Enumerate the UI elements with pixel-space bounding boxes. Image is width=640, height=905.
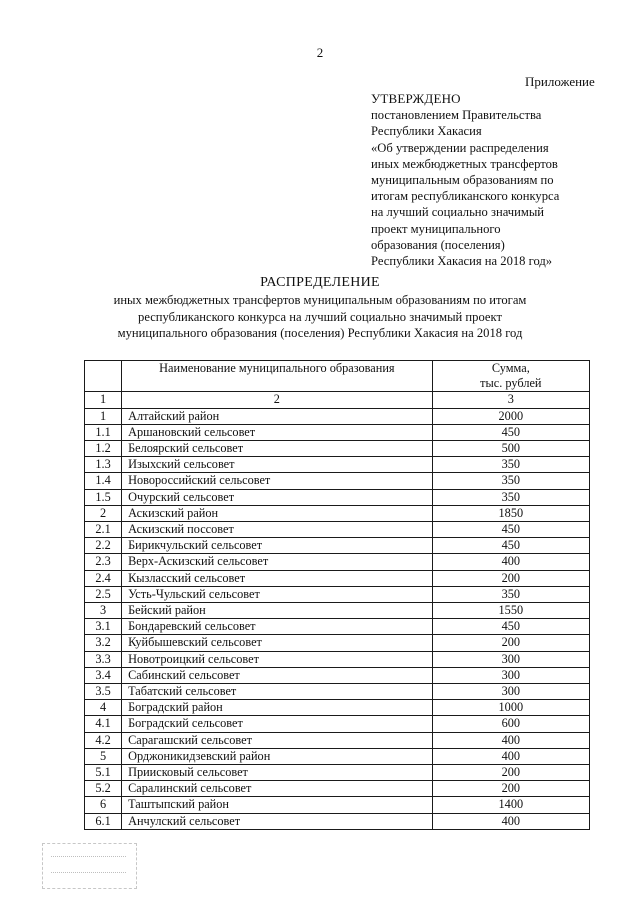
row-sum-cell: 200 (432, 570, 589, 586)
column-index-row (85, 392, 590, 408)
row-name-cell: Верх-Аскизский сельсовет (122, 554, 433, 570)
approval-line: «Об утверждении распределения (371, 140, 549, 155)
row-name-cell: Боградский район (122, 700, 433, 716)
table-row (85, 651, 590, 667)
row-sum-cell: 450 (432, 619, 589, 635)
row-number-cell: 3.1 (85, 619, 122, 635)
table-row (85, 441, 590, 457)
row-number-cell: 3.2 (85, 635, 122, 651)
row-sum-cell: 450 (432, 424, 589, 440)
row-name-cell: Бейский район (122, 603, 433, 619)
table-row (85, 538, 590, 554)
row-name-cell: Приисковый сельсовет (122, 765, 433, 781)
table-row (85, 619, 590, 635)
row-name-cell: Очурский сельсовет (122, 489, 433, 505)
row-name-cell: Усть-Чульский сельсовет (122, 586, 433, 602)
table-row (85, 408, 590, 424)
row-number-cell: 5 (85, 748, 122, 764)
header-sum-cell (432, 361, 589, 392)
distribution-table (84, 360, 590, 830)
row-number-cell: 3.5 (85, 684, 122, 700)
row-number-cell: 2.3 (85, 554, 122, 570)
table-row (85, 732, 590, 748)
row-name-cell: Боградский сельсовет (122, 716, 433, 732)
table-row (85, 635, 590, 651)
header-sum-line: тыс. рублей (480, 376, 542, 391)
row-name-cell: Сарагашский сельсовет (122, 732, 433, 748)
row-sum-cell: 350 (432, 586, 589, 602)
approval-line: проект муниципального (371, 221, 501, 236)
row-name-cell: Алтайский район (122, 408, 433, 424)
row-sum-cell: 350 (432, 489, 589, 505)
approval-line: Республики Хакасия (371, 124, 482, 139)
table-row (85, 781, 590, 797)
approval-line: Республики Хакасия на 2018 год» (371, 254, 553, 269)
row-sum-cell: 450 (432, 522, 589, 538)
approval-line: на лучший социально значимый (371, 205, 545, 220)
column-index-cell: 1 (85, 392, 122, 408)
table-row (85, 505, 590, 521)
row-sum-cell: 350 (432, 457, 589, 473)
row-sum-cell: 1850 (432, 505, 589, 521)
row-sum-cell: 400 (432, 732, 589, 748)
table-row (85, 603, 590, 619)
row-sum-cell: 1000 (432, 700, 589, 716)
row-name-cell: Анчулский сельсовет (122, 813, 433, 829)
document-title: РАСПРЕДЕЛЕНИЕ (260, 275, 380, 290)
row-number-cell: 4.2 (85, 732, 122, 748)
row-sum-cell: 200 (432, 765, 589, 781)
table-row (85, 570, 590, 586)
subtitle-line: иных межбюджетных трансфертов муниципальным образованиям по итогам (113, 293, 527, 307)
table-row (85, 424, 590, 440)
row-name-cell: Кызласский сельсовет (122, 570, 433, 586)
approval-line: итогам республиканского конкурса (371, 189, 560, 204)
table-row (85, 457, 590, 473)
row-sum-cell: 400 (432, 813, 589, 829)
row-name-cell: Табатский сельсовет (122, 684, 433, 700)
row-number-cell: 2.2 (85, 538, 122, 554)
appendix-label: Приложение (525, 74, 595, 89)
row-number-cell: 6 (85, 797, 122, 813)
row-name-cell: Орджоникидзевский район (122, 748, 433, 764)
row-number-cell: 1.5 (85, 489, 122, 505)
row-name-cell: Аскизский район (122, 505, 433, 521)
approval-line: иных межбюджетных трансфертов (371, 156, 558, 171)
row-sum-cell: 200 (432, 781, 589, 797)
row-sum-cell: 400 (432, 554, 589, 570)
row-number-cell: 3 (85, 603, 122, 619)
row-sum-cell: 600 (432, 716, 589, 732)
approval-block (371, 91, 611, 269)
row-name-cell: Сабинский сельсовет (122, 667, 433, 683)
column-index-cell: 2 (122, 392, 433, 408)
row-number-cell: 5.2 (85, 781, 122, 797)
table-header-row (85, 361, 590, 392)
table-row (85, 813, 590, 829)
row-name-cell: Куйбышевский сельсовет (122, 635, 433, 651)
row-sum-cell: 500 (432, 441, 589, 457)
table-row (85, 473, 590, 489)
row-name-cell: Новороссийский сельсовет (122, 473, 433, 489)
approval-line: муниципальным образованиям по (371, 173, 554, 188)
column-index-cell: 3 (432, 392, 589, 408)
row-number-cell: 4.1 (85, 716, 122, 732)
table-row (85, 765, 590, 781)
row-name-cell: Бирикчульский сельсовет (122, 538, 433, 554)
row-number-cell: 4 (85, 700, 122, 716)
approval-line: постановлением Правительства (371, 108, 542, 123)
row-name-cell: Белоярский сельсовет (122, 441, 433, 457)
table-row (85, 700, 590, 716)
row-sum-cell: 200 (432, 635, 589, 651)
table-row (85, 554, 590, 570)
row-sum-cell: 450 (432, 538, 589, 554)
row-name-cell: Таштыпский район (122, 797, 433, 813)
table-row (85, 667, 590, 683)
row-sum-cell: 2000 (432, 408, 589, 424)
subtitle-line: муниципального образования (поселения) Республики Хакасия на 2018 год (117, 326, 523, 340)
row-number-cell: 2.1 (85, 522, 122, 538)
row-name-cell: Изыхский сельсовет (122, 457, 433, 473)
approved-heading: УТВЕРЖДЕНО (371, 91, 461, 106)
row-name-cell: Аскизский поссовет (122, 522, 433, 538)
row-name-cell: Бондаревский сельсовет (122, 619, 433, 635)
row-number-cell: 1.2 (85, 441, 122, 457)
header-number-cell (85, 361, 122, 392)
row-number-cell: 1.1 (85, 424, 122, 440)
table-body (85, 408, 590, 829)
table-row (85, 716, 590, 732)
row-number-cell: 2.4 (85, 570, 122, 586)
row-number-cell: 1 (85, 408, 122, 424)
row-number-cell: 5.1 (85, 765, 122, 781)
table-row (85, 748, 590, 764)
header-sum-line: Сумма, (491, 361, 530, 375)
row-number-cell: 1.4 (85, 473, 122, 489)
page-number: 2 (316, 45, 324, 60)
row-sum-cell: 400 (432, 748, 589, 764)
table-row (85, 586, 590, 602)
row-sum-cell: 1400 (432, 797, 589, 813)
table-row (85, 797, 590, 813)
document-subtitle (80, 292, 560, 342)
row-name-cell: Аршановский сельсовет (122, 424, 433, 440)
row-name-cell: Саралинский сельсовет (122, 781, 433, 797)
approval-line: образования (поселения) (371, 237, 505, 252)
row-sum-cell: 300 (432, 667, 589, 683)
row-sum-cell: 350 (432, 473, 589, 489)
row-name-cell: Новотроицкий сельсовет (122, 651, 433, 667)
row-sum-cell: 300 (432, 651, 589, 667)
row-number-cell: 2 (85, 505, 122, 521)
row-number-cell: 6.1 (85, 813, 122, 829)
row-sum-cell: 300 (432, 684, 589, 700)
row-number-cell: 3.3 (85, 651, 122, 667)
faded-stamp (42, 843, 137, 889)
header-name-cell: Наименование муниципального образования (122, 361, 433, 392)
row-number-cell: 2.5 (85, 586, 122, 602)
row-number-cell: 1.3 (85, 457, 122, 473)
row-sum-cell: 1550 (432, 603, 589, 619)
table-row (85, 522, 590, 538)
table-row (85, 684, 590, 700)
table-row (85, 489, 590, 505)
subtitle-line: республиканского конкурса на лучший социально значимый проект (138, 309, 502, 324)
row-number-cell: 3.4 (85, 667, 122, 683)
